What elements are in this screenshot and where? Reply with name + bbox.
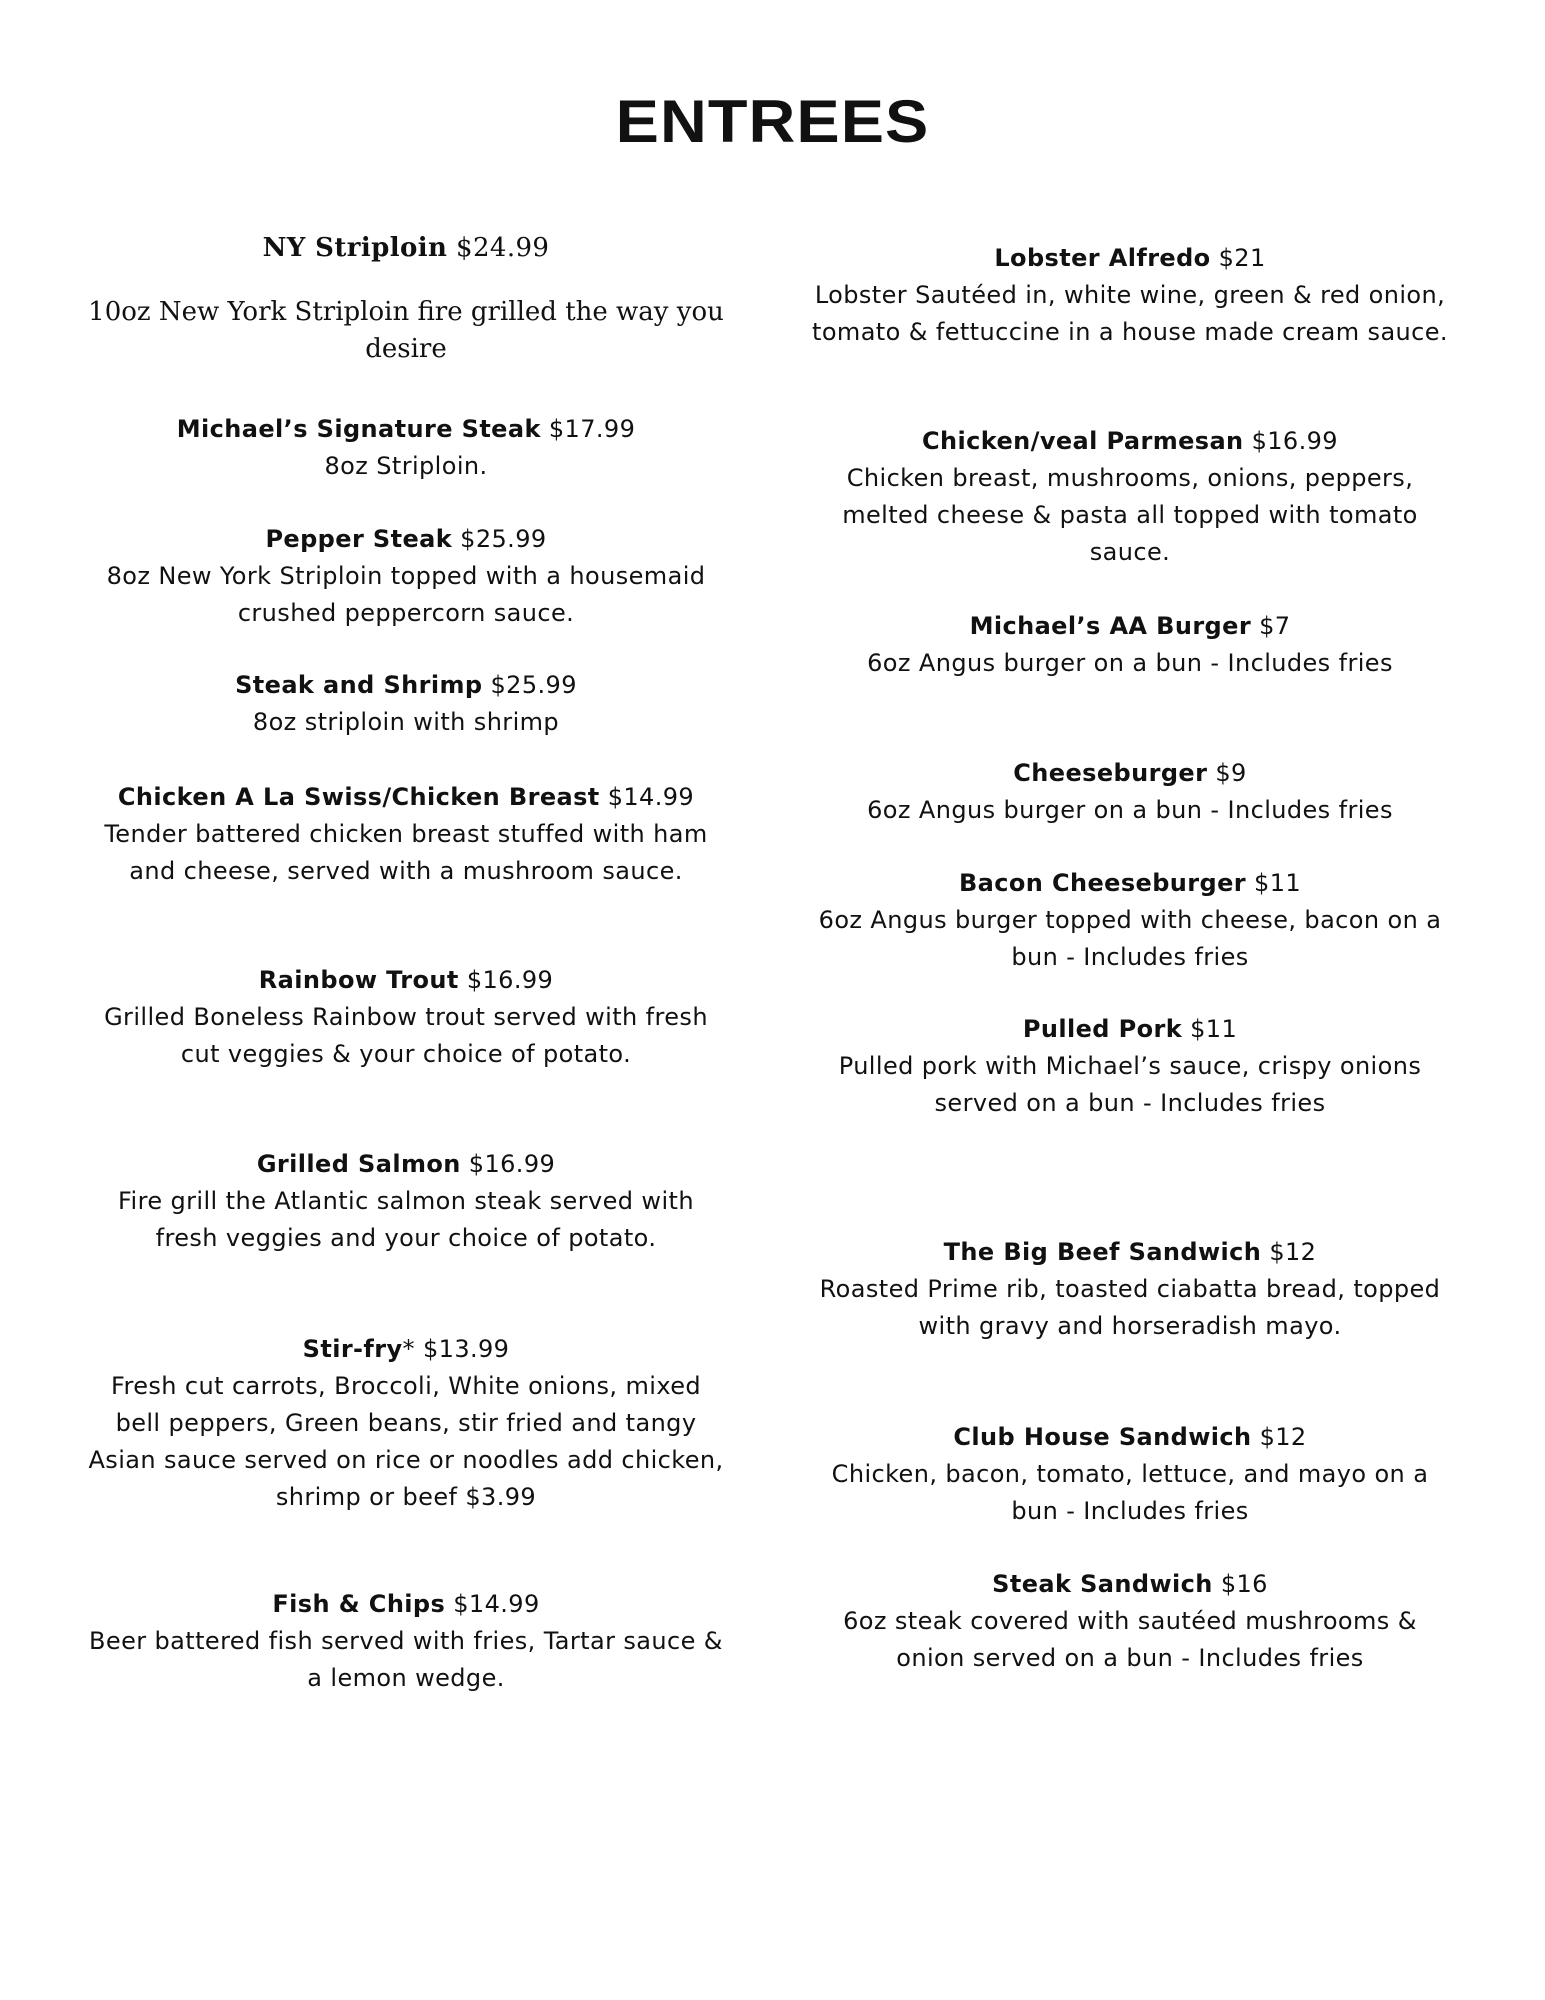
menu-item-name: Lobster Alfredo <box>994 244 1211 272</box>
menu-item-name: Bacon Cheeseburger <box>958 869 1246 897</box>
menu-item-chicken-a-la-swiss <box>88 779 724 890</box>
menu-item-price: $12 <box>1269 1238 1317 1266</box>
menu-item-heading <box>88 411 724 448</box>
menu-item-heading <box>810 240 1450 277</box>
menu-item-description: Pulled pork with Michael’s sauce, crispy onions served on a bun - Includes fries <box>838 1052 1422 1117</box>
menu-item-price: $16.99 <box>468 1150 556 1178</box>
menu-item-name: Stir-fry <box>302 1335 403 1363</box>
menu-item-heading <box>810 865 1450 902</box>
menu-item-description: 10oz New York Striploin fire grilled the way you desire <box>88 297 724 364</box>
menu-item-name: Cheeseburger <box>1013 759 1208 787</box>
menu-item-heading <box>88 1146 724 1183</box>
menu-item-name: Steak Sandwich <box>992 1570 1213 1598</box>
menu-item-heading <box>88 962 724 999</box>
menu-item-steak-sandwich <box>810 1566 1450 1677</box>
menu-item-name: Steak and Shrimp <box>235 671 483 699</box>
menu-item-chicken-veal-parmesan <box>810 423 1450 571</box>
menu-item-name: Chicken/veal Parmesan <box>922 427 1244 455</box>
menu-item-name: Fish & Chips <box>272 1590 446 1618</box>
menu-item-description: Lobster Sautéed in, white wine, green & red onion, tomato & fettuccine in a house made cream sauce. <box>812 281 1448 346</box>
page-title: ENTREES <box>615 88 930 155</box>
menu-item-description: Chicken breast, mushrooms, onions, peppers, melted cheese & pasta all topped with tomato sauce. <box>842 464 1418 566</box>
menu-item-heading <box>810 1011 1450 1048</box>
menu-item-pulled-pork <box>810 1011 1450 1122</box>
menu-item-name: NY Striploin <box>262 233 448 263</box>
menu-item-description: 8oz New York Striploin topped with a housemaid crushed peppercorn sauce. <box>106 562 706 627</box>
menu-item-description: Tender battered chicken breast stuffed with ham and cheese, served with a mushroom sauce. <box>104 820 708 885</box>
menu-item-price: $16 <box>1220 1570 1268 1598</box>
menu-item-name: Grilled Salmon <box>256 1150 461 1178</box>
menu-item-pepper-steak <box>88 521 724 632</box>
menu-item-fish-and-chips <box>88 1586 724 1697</box>
menu-item-name: Pulled Pork <box>1022 1015 1183 1043</box>
menu-item-price: $25.99 <box>490 671 577 699</box>
menu-item-heading <box>88 228 724 268</box>
menu-item-heading <box>88 779 724 816</box>
menu-item-steak-and-shrimp <box>88 667 724 741</box>
menu-item-description: 6oz Angus burger topped with cheese, bacon on a bun - Includes fries <box>818 906 1442 971</box>
menu-item-cheeseburger <box>810 755 1450 829</box>
menu-item-name: Rainbow Trout <box>258 966 459 994</box>
menu-item-price: $21 <box>1218 244 1266 272</box>
menu-item-price: $7 <box>1259 612 1291 640</box>
menu-item-description: 6oz Angus burger on a bun - Includes fries <box>867 649 1393 677</box>
menu-item-price: $12 <box>1259 1423 1307 1451</box>
menu-item-lobster-alfredo <box>810 240 1450 351</box>
menu-item-stir-fry <box>88 1331 724 1516</box>
menu-item-price: $11 <box>1254 869 1302 897</box>
menu-item-price: * $13.99 <box>402 1335 510 1363</box>
menu-item-description: Fresh cut carrots, Broccoli, White onions, mixed bell peppers, Green beans, stir fried and tangy Asian sauce served on rice or noodles add chicken, shrimp or beef $3.99 <box>88 1372 724 1511</box>
menu-item-heading <box>88 1331 724 1368</box>
menu-item-heading <box>810 1566 1450 1603</box>
menu-item-price: $25.99 <box>460 525 547 553</box>
menu-item-heading <box>810 755 1450 792</box>
menu-item-aa-burger <box>810 608 1450 682</box>
menu-item-description: Chicken, bacon, tomato, lettuce, and mayo on a bun - Includes fries <box>831 1460 1429 1525</box>
menu-item-heading <box>810 1419 1450 1456</box>
menu-item-description: 8oz Striploin. <box>324 452 488 480</box>
menu-item-name: Club House Sandwich <box>953 1423 1252 1451</box>
menu-item-heading <box>810 608 1450 645</box>
menu-item-price: $16.99 <box>1251 427 1338 455</box>
menu-item-heading <box>810 423 1450 460</box>
menu-item-signature-steak <box>88 411 724 485</box>
menu-item-bacon-cheeseburger <box>810 865 1450 976</box>
menu-item-price: $16.99 <box>466 966 554 994</box>
menu-item-name: The Big Beef Sandwich <box>943 1238 1262 1266</box>
menu-item-name: Michael’s Signature Steak <box>176 415 541 443</box>
menu-item-description: Beer battered fish served with fries, Tartar sauce & a lemon wedge. <box>89 1627 723 1692</box>
menu-item-description: Roasted Prime rib, toasted ciabatta bread, topped with gravy and horseradish mayo. <box>819 1275 1441 1340</box>
menu-item-name: Chicken A La Swiss/Chicken Breast <box>117 783 600 811</box>
menu-item-heading <box>88 1586 724 1623</box>
menu-item-heading <box>88 667 724 704</box>
menu-item-description: 6oz Angus burger on a bun - Includes fries <box>867 796 1393 824</box>
menu-item-heading <box>810 1234 1450 1271</box>
menu-item-price: $14.99 <box>607 783 695 811</box>
menu-item-description: 8oz striploin with shrimp <box>252 708 560 736</box>
menu-item-heading <box>88 521 724 558</box>
menu-item-price: $24.99 <box>456 233 550 263</box>
menu-item-description: Fire grill the Atlantic salmon steak served with fresh veggies and your choice of potato. <box>118 1187 694 1252</box>
menu-item-price: $14.99 <box>453 1590 540 1618</box>
menu-item-rainbow-trout <box>88 962 724 1073</box>
menu-item-price: $9 <box>1215 759 1247 787</box>
menu-item-description: Grilled Boneless Rainbow trout served with fresh cut veggies & your choice of potato. <box>104 1003 708 1068</box>
menu-item-name: Michael’s AA Burger <box>969 612 1252 640</box>
menu-item-price: $17.99 <box>548 415 636 443</box>
menu-item-big-beef-sandwich <box>810 1234 1450 1345</box>
menu-item-grilled-salmon <box>88 1146 724 1257</box>
menu-item-description: 6oz steak covered with sautéed mushrooms & onion served on a bun - Includes fries <box>843 1607 1417 1672</box>
menu-item-name: Pepper Steak <box>265 525 453 553</box>
menu-item-club-house-sandwich <box>810 1419 1450 1530</box>
menu-item-price: $11 <box>1190 1015 1238 1043</box>
menu-item-ny-striploin <box>88 228 724 368</box>
